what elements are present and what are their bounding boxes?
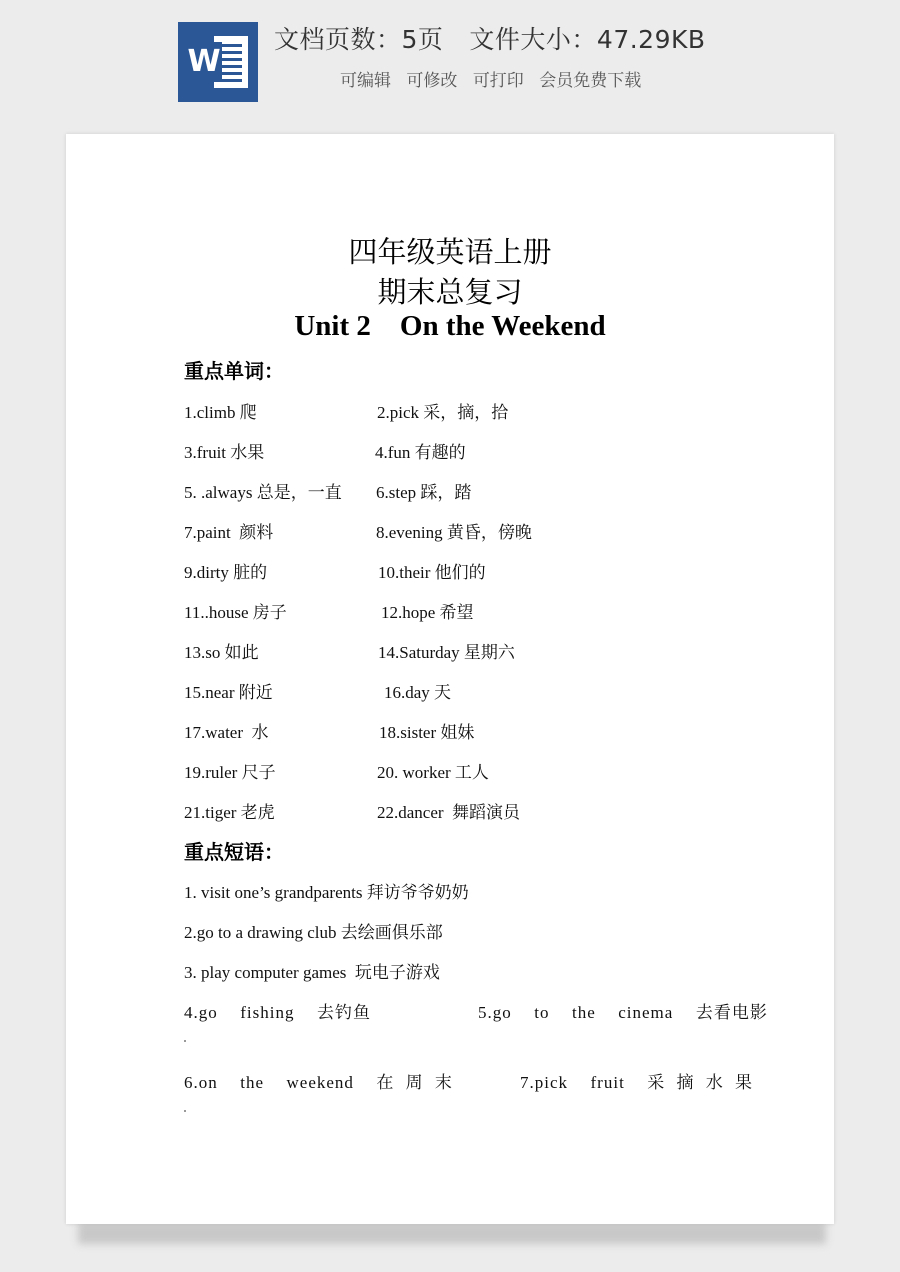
doc-stats — [274, 20, 706, 56]
phrase-item: 2.go to a drawing club 去绘画俱乐部 — [184, 923, 443, 942]
feature-modifiable: 可修改 — [406, 71, 458, 91]
feature-printable: 可打印 — [472, 71, 524, 91]
file-size: 文件大小：47.29KB — [469, 25, 706, 54]
vocab-item: 4.fun 有趣的 — [375, 443, 466, 462]
paragraph-mark — [184, 1040, 186, 1042]
word-letter: W — [186, 42, 222, 82]
phrase-heading: 重点短语： — [184, 840, 284, 864]
vocab-item: 22.dancer 舞蹈演员 — [377, 803, 521, 822]
vocab-item: 14.Saturday 星期六 — [378, 643, 515, 662]
vocab-item: 3.fruit 水果 — [184, 443, 265, 462]
phrase-item: 3. play computer games 玩电子游戏 — [184, 963, 440, 982]
download-banner — [0, 0, 900, 120]
vocab-item: 10.their 他们的 — [378, 563, 486, 582]
vocab-item: 1.climb 爬 — [184, 403, 257, 422]
feature-free-download: 会员免费下载 — [539, 71, 642, 91]
word-doc-icon — [178, 22, 258, 102]
vocab-item: 17.water 水 — [184, 723, 269, 742]
unit-title: Unit 2 On the Weekend — [294, 310, 606, 342]
vocab-heading: 重点单词： — [184, 359, 284, 383]
vocab-item: 16.day 天 — [384, 683, 452, 702]
phrase-item: 6.on the weekend 在 周 末 — [184, 1073, 453, 1092]
vocab-item: 11..house 房子 — [184, 603, 287, 622]
phrase-item: 7.pick fruit 采 摘 水 果 — [520, 1073, 754, 1092]
vocab-item: 5. .always 总是，一直 — [184, 483, 342, 502]
paragraph-mark — [184, 1110, 186, 1112]
vocab-item: 7.paint 颜料 — [184, 523, 274, 542]
document-page — [66, 134, 834, 1224]
vocab-item: 13.so 如此 — [184, 643, 259, 662]
title-line-1: 四年级英语上册 — [348, 235, 552, 269]
vocab-item: 2.pick 采，摘，拾 — [377, 403, 509, 422]
vocab-item: 19.ruler 尺子 — [184, 763, 276, 782]
vocab-item: 15.near 附近 — [184, 683, 273, 702]
phrase-item: 1. visit one’s grandparents 拜访爷爷奶奶 — [184, 883, 469, 902]
vocab-item: 9.dirty 脏的 — [184, 563, 268, 582]
vocab-item: 18.sister 姐妹 — [379, 723, 475, 742]
phrase-item: 4.go fishing 去钓鱼 — [184, 1003, 371, 1022]
vocab-item: 8.evening 黄昏，傍晚 — [376, 523, 532, 542]
phrase-item: 5.go to the cinema 去看电影 — [478, 1003, 768, 1022]
vocab-item: 12.hope 希望 — [381, 603, 474, 622]
title-line-2: 期末总复习 — [377, 275, 523, 309]
page-count: 文档页数：5页 — [274, 25, 444, 54]
feature-editable: 可编辑 — [340, 71, 391, 91]
vocab-item: 20. worker 工人 — [377, 763, 489, 782]
vocab-item: 6.step 踩，踏 — [376, 483, 472, 502]
paper-shadow — [78, 1222, 826, 1244]
vocab-item: 21.tiger 老虎 — [184, 803, 275, 822]
feature-list — [340, 66, 651, 91]
